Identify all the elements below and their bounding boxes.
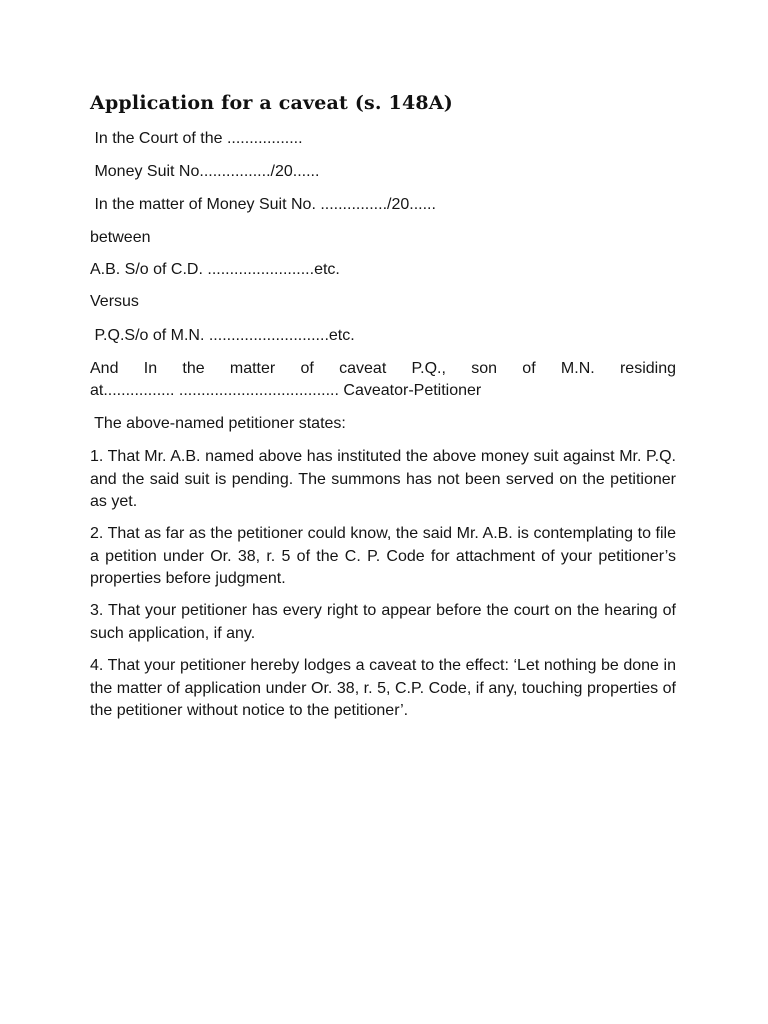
- statement-intro: The above-named petitioner states:: [90, 415, 346, 432]
- paragraph-4: 4. That your petitioner hereby lodges a caveat to the effect: ‘Let nothing be done in the matter of application under Or. 38, r. 5, C.P. Code, if any, touching properties of the petitioner without notice to the petitioner’.: [90, 657, 676, 719]
- court-line: In the Court of the .................: [90, 130, 303, 147]
- plaintiff-line: A.B. S/o of C.D. ........................etc.: [90, 261, 340, 278]
- paragraph-2: 2. That as far as the petitioner could know, the said Mr. A.B. is contemplating to file a petition under Or. 38, r. 5 of the C. P. Code for attachment of your petitioner’s properties before judgment.: [90, 525, 676, 587]
- caveat-matter-line-1: And In the matter of caveat P.Q., son of M.N. residing: [90, 360, 676, 377]
- matter-line: In the matter of Money Suit No. .............../20......: [90, 196, 436, 213]
- between-label: between: [90, 229, 151, 246]
- defendant-line: P.Q.S/o of M.N. ...........................etc.: [90, 327, 355, 344]
- paragraph-1: 1. That Mr. A.B. named above has instituted the above money suit against Mr. P.Q. and the said suit is pending. The summons has not been served on the petitioner as yet.: [90, 448, 676, 510]
- paragraph-3: 3. That your petitioner has every right to appear before the court on the hearing of such application, if any.: [90, 602, 676, 642]
- caveat-matter-line-2: at................ .................................... Caveator-Petitioner: [90, 382, 482, 399]
- suit-number-line: Money Suit No................/20......: [90, 163, 320, 180]
- versus-label: Versus: [90, 293, 139, 310]
- document-title: Application for a caveat (s. 148A): [90, 92, 453, 114]
